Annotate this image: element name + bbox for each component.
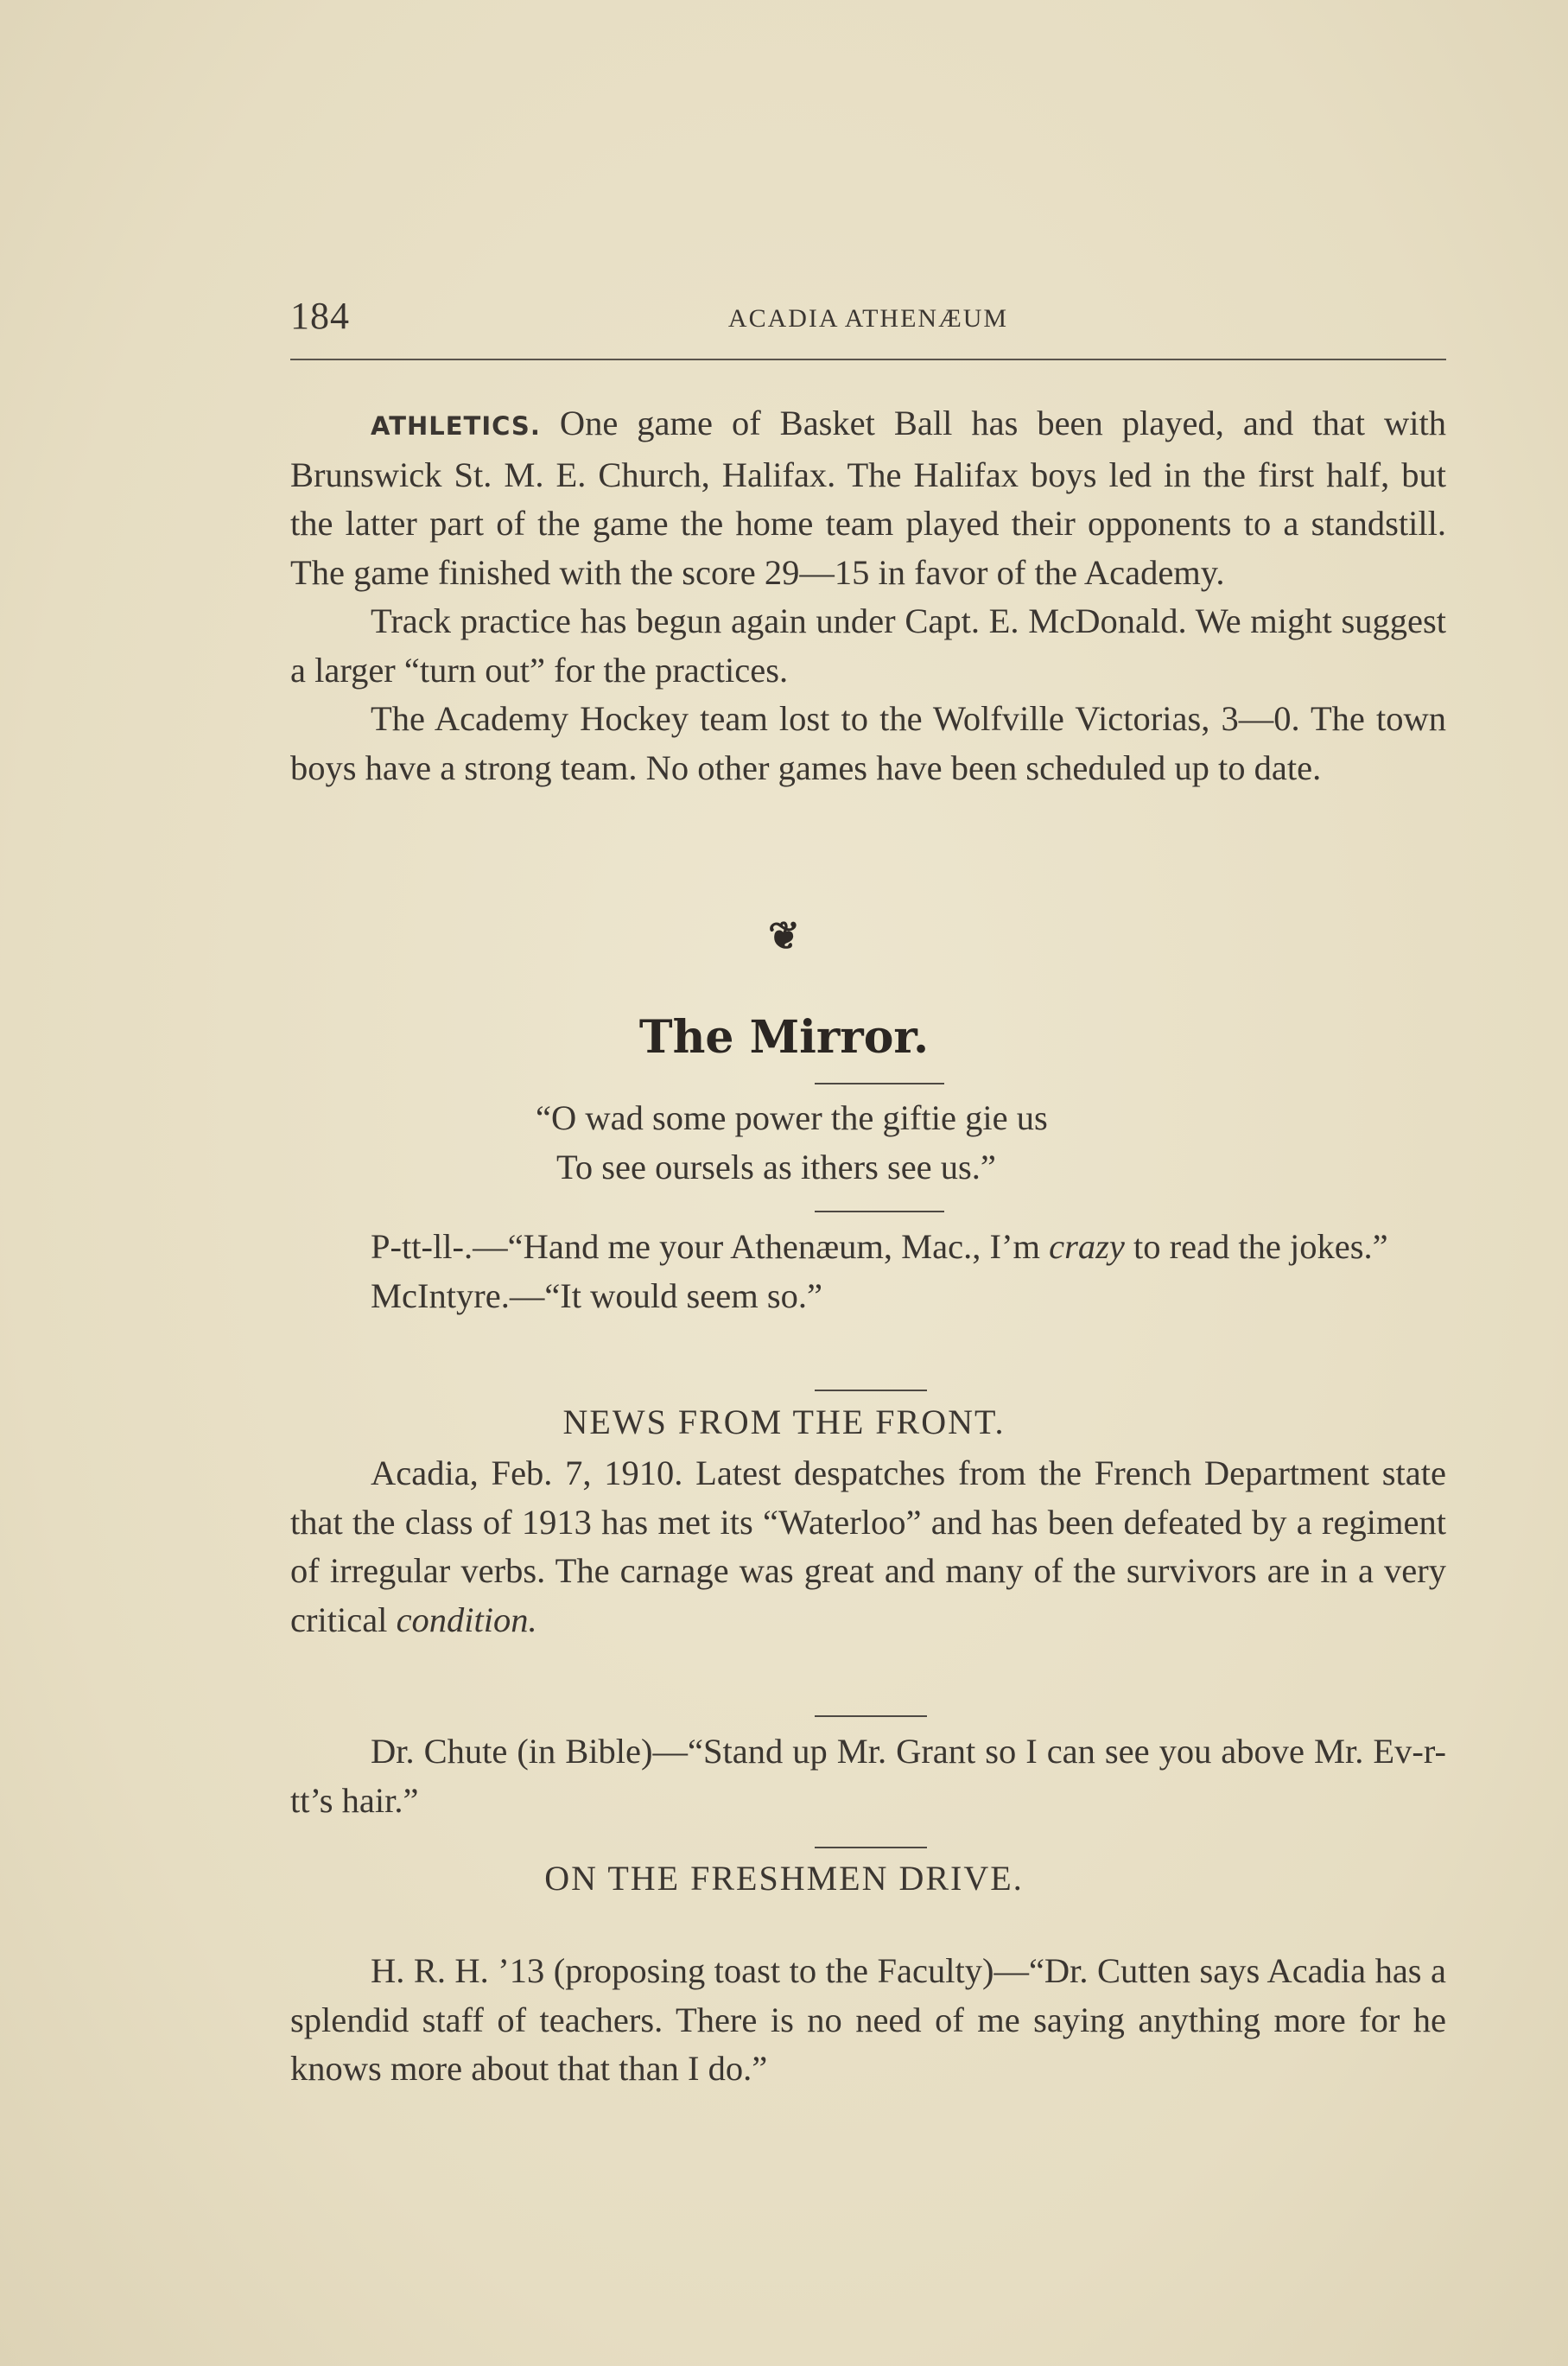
section-title: The Mirror. xyxy=(638,1011,930,1064)
chute-rule xyxy=(815,1847,927,1848)
news-italic: condition. xyxy=(396,1600,537,1639)
page-number: 184 xyxy=(290,295,350,337)
page-header xyxy=(290,294,1446,346)
hrh-section xyxy=(290,1947,1446,2094)
chute-paragraph: Dr. Chute (in Bible)—“Stand up Mr. Grant so I can see you above Mr. Ev-r-tt’s hair.” xyxy=(290,1732,1446,1820)
athletics-label: ATHLETICS. xyxy=(371,411,541,441)
dialogue-1-before: P-tt-ll-.—“Hand me your Athenæum, Mac., I’m xyxy=(371,1227,1050,1266)
athletics-section xyxy=(290,399,1446,792)
dialogue-section xyxy=(290,1223,1446,1320)
dialogue-paragraph-2: McIntyre.—“It would seem so.” xyxy=(371,1275,822,1315)
athletics-paragraph-1 xyxy=(290,399,1446,597)
dialogue-rule xyxy=(815,1390,927,1391)
epigraph-verse xyxy=(536,1094,1313,1192)
athletics-paragraph-3: The Academy Hockey team lost to the Wolfville Victorias, 3—0. The town boys have a strong team. No other games have been scheduled up to date. xyxy=(290,699,1446,787)
verse-line-2: To see oursels as ithers see us.” xyxy=(556,1147,996,1186)
news-paragraph xyxy=(290,1449,1446,1644)
verse-rule xyxy=(815,1211,944,1212)
title-rule xyxy=(815,1083,944,1084)
dialogue-1-italic: crazy xyxy=(1049,1227,1125,1266)
verse-line-1: “O wad some power the giftie gie us xyxy=(536,1098,1048,1137)
news-text: Acadia, Feb. 7, 1910. Latest despatches from the French Department state that the class of 1913 has met its “Waterloo” and has been defeated by a regiment of irregular verbs. The carnage was great and many of the survivors are in a very critical xyxy=(290,1453,1446,1639)
chute-section xyxy=(290,1727,1446,1825)
dialogue-paragraph-1 xyxy=(290,1223,1446,1272)
news-section xyxy=(290,1449,1446,1644)
freshmen-heading: ON THE FRESHMEN DRIVE. xyxy=(544,1859,1024,1898)
athletics-paragraph-1-text: One game of Basket Ball has been played, and that with Brunswick St. M. E. Church, Halifax. The Halifax boys led in the first half, but the latter part of the game the home team played their opponents to a standstill. The game finished with the score 29—15 in favor of the Academy. xyxy=(290,404,1446,592)
dialogue-1-after: to read the jokes.” xyxy=(1124,1227,1388,1266)
athletics-paragraph-2: Track practice has begun again under Capt. E. McDonald. We might suggest a larger “turn out” for the practices. xyxy=(290,601,1446,690)
running-head: ACADIA ATHENÆUM xyxy=(727,304,1009,333)
hrh-paragraph: H. R. H. ’13 (proposing toast to the Faculty)—“Dr. Cutten says Acadia has a splendid staff of teachers. There is no need of me saying anything more for he knows more about that than I do.” xyxy=(290,1951,1446,2088)
news-rule xyxy=(815,1715,927,1717)
fleuron-ornament: ❦ xyxy=(768,915,800,957)
header-rule xyxy=(290,359,1446,360)
news-heading: NEWS FROM THE FRONT. xyxy=(562,1402,1006,1441)
